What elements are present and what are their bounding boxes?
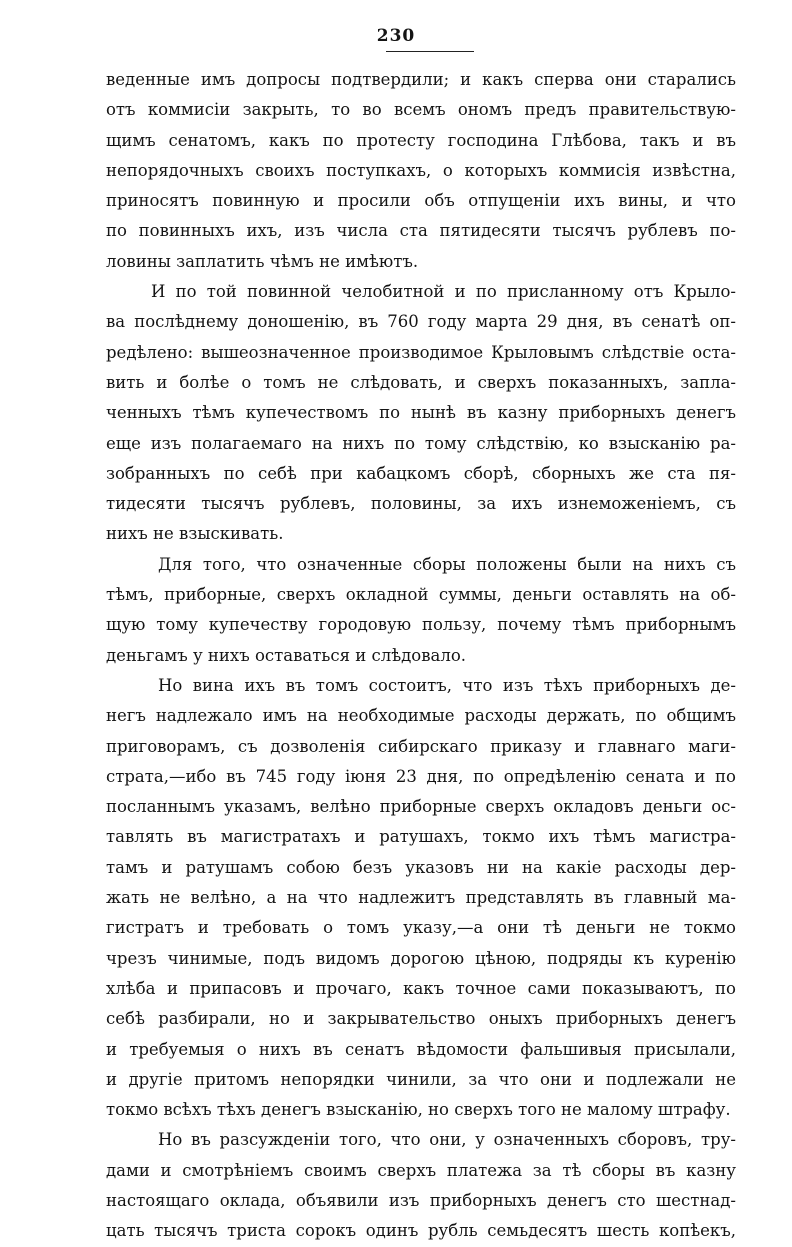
- text-line: щую тому купечеству городовую пользу, почему тѣмъ приборнымъ: [106, 615, 736, 635]
- header-rule: [386, 51, 474, 52]
- page-number: 230: [376, 26, 416, 46]
- text-line: страта,—ибо въ 745 году іюня 23 дня, по опредѣленію сената и по: [106, 766, 736, 786]
- text-line: тѣмъ, приборные, сверхъ окладной суммы, деньги оставлять на об-: [106, 585, 736, 605]
- text-line: посланнымъ указамъ, велѣно приборные сверхъ окладовъ деньги ос-: [106, 797, 736, 817]
- text-line: тавлять въ магистратахъ и ратушахъ, токмо ихъ тѣмъ магистра-: [106, 827, 736, 847]
- text-line: веденные имъ допросы подтвердили; и какъ сперва они старались: [106, 70, 736, 89]
- text-line: ченныхъ тѣмъ купечествомъ по нынѣ въ казну приборныхъ денегъ: [106, 403, 736, 423]
- text-line: приносятъ повинную и просили объ отпущеніи ихъ вины, и что: [106, 191, 736, 211]
- text-line: и другіе притомъ непорядки чинили, за что они и подлежали не: [106, 1069, 736, 1089]
- text-line: еще изъ полагаемаго на нихъ по тому слѣдствію, ко взысканію ра-: [106, 433, 736, 453]
- text-line: токмо всѣхъ тѣхъ денегъ взысканію, но сверхъ того не малому штрафу.: [106, 1100, 731, 1120]
- text-line: гистратъ и требовать о томъ указу,—а они тѣ деньги не токмо: [106, 918, 736, 938]
- text-line: И по той повинной челобитной и по присланному отъ Крыло-: [151, 282, 736, 302]
- text-line: себѣ разбирали, но и закрывательство оныхъ приборныхъ денегъ: [106, 1009, 736, 1029]
- text-line: чрезъ чинимые, подъ видомъ дорогою цѣною, подряды къ куренію: [106, 948, 736, 968]
- text-line: Для того, что означенные сборы положены были на нихъ съ: [158, 554, 736, 574]
- text-line: тидесяти тысячъ рублевъ, половины, за ихъ изнеможеніемъ, съ: [106, 494, 736, 514]
- text-line: непорядочныхъ своихъ поступкахъ, о которыхъ коммисія извѣстна,: [106, 160, 736, 180]
- text-line: нихъ не взыскивать.: [106, 524, 284, 544]
- text-line: зобранныхъ по себѣ при кабацкомъ сборѣ, сборныхъ же ста пя-: [106, 463, 736, 483]
- text-line: отъ коммисіи закрыть, то во всемъ ономъ предъ правительствую-: [106, 100, 736, 120]
- body-text: [106, 65, 736, 1247]
- text-line: жать не велѣно, а на что надлежитъ представлять въ главный ма-: [106, 888, 736, 908]
- text-line: редѣлено: вышеозначенное производимое Крыловымъ слѣдствіе оста-: [106, 342, 736, 362]
- text-line: деньгамъ у нихъ оставаться и слѣдовало.: [106, 645, 467, 665]
- text-line: хлѣба и припасовъ и прочаго, какъ точное сами показываютъ, по: [106, 978, 736, 998]
- text-line: негъ надлежало имъ на необходимые расходы держать, по общимъ: [106, 706, 736, 726]
- text-line: приговорамъ, съ дозволенія сибирскаго приказу и главнаго маги-: [106, 736, 736, 756]
- text-line: по повинныхъ ихъ, изъ числа ста пятидесяти тысячъ рублевъ по-: [106, 221, 736, 241]
- paragraph-3: [106, 550, 736, 671]
- text-line: ловины заплатить чѣмъ не имѣютъ.: [106, 251, 419, 271]
- paragraph-5: [106, 1125, 736, 1246]
- text-line: дами и смотрѣніемъ своимъ сверхъ платежа за тѣ сборы въ казну: [106, 1160, 736, 1180]
- text-line: щимъ сенатомъ, какъ по протесту господина Глѣбова, такъ и въ: [106, 130, 736, 150]
- paragraph-1: [106, 65, 736, 277]
- text-line: ва послѣднему доношенію, въ 760 году марта 29 дня, въ сенатѣ оп-: [106, 312, 736, 332]
- text-line: настоящаго оклада, объявили изъ приборныхъ денегъ сто шестнад-: [106, 1190, 736, 1210]
- text-line: вить и болѣе о томъ не слѣдовать, и сверхъ показанныхъ, запла-: [106, 372, 736, 392]
- text-line: тамъ и ратушамъ собою безъ указовъ ни на какіе расходы дер-: [106, 857, 736, 877]
- paragraph-2: [106, 277, 736, 550]
- text-line: Но въ разсужденіи того, что они, у означенныхъ сборовъ, тру-: [158, 1130, 736, 1150]
- text-line: цать тысячъ триста сорокъ одинъ рубль семьдесятъ шесть копѣекъ,: [106, 1221, 736, 1241]
- text-line: и требуемыя о нихъ въ сенатъ вѣдомости фальшивыя присылали,: [106, 1039, 736, 1059]
- paragraph-4: [106, 671, 736, 1125]
- text-line: Но вина ихъ въ томъ состоитъ, что изъ тѣхъ приборныхъ де-: [158, 675, 736, 695]
